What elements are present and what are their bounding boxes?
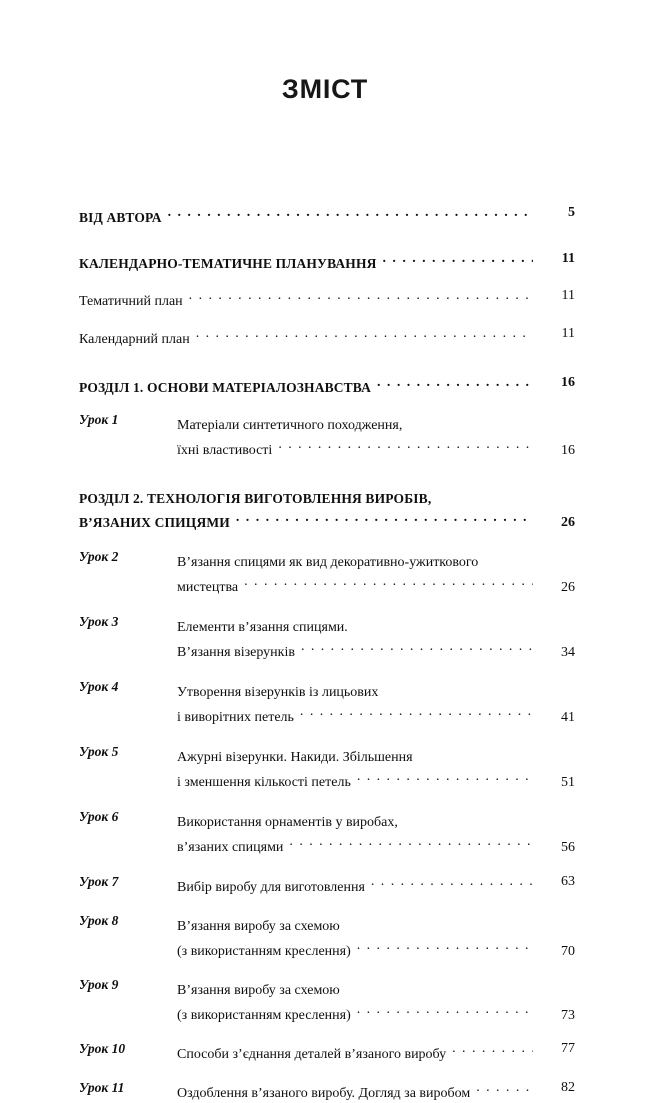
toc-entry-line: [79, 203, 537, 227]
toc-entry-text: [177, 742, 537, 792]
toc-entry[interactable]: [79, 1078, 575, 1103]
toc-entry-text: [177, 1078, 537, 1103]
toc-entry-line: [177, 936, 537, 961]
toc-entry-line-text: і виворітних петель: [177, 710, 294, 725]
dot-leader: [452, 1039, 533, 1058]
toc-entry-line-text: (з використанням креслення): [177, 1008, 351, 1023]
dot-leader: [289, 832, 533, 851]
toc-entry-line: [177, 872, 537, 897]
toc-entry[interactable]: [79, 203, 575, 227]
page-title: ЗМІСТ: [281, 74, 369, 104]
toc-page-number: 51: [561, 775, 575, 790]
toc-page-number: 11: [561, 251, 575, 266]
dot-leader: [278, 435, 533, 454]
dot-leader: [408, 410, 533, 429]
toc-page-number: 34: [561, 645, 575, 660]
toc-entry-text: [177, 911, 537, 961]
toc-page-number: 56: [561, 840, 575, 855]
dot-leader: [357, 936, 533, 955]
toc-entry-text: [177, 1039, 537, 1064]
dot-leader: [383, 249, 533, 268]
spacer: [79, 897, 575, 911]
toc-entry[interactable]: [79, 1039, 575, 1064]
toc-entry-line-text: Оздоблення в’язаного виробу. Догляд за виробом: [177, 1086, 471, 1101]
dot-leader: [437, 484, 533, 503]
toc-entry-text: [177, 547, 537, 597]
toc-entry-line-text: мистецтва: [177, 580, 239, 595]
toc-entry-text: [79, 324, 537, 349]
toc-entry-label: Урок 6: [79, 809, 119, 824]
spacer: [79, 227, 575, 249]
dot-leader: [354, 612, 533, 631]
toc-entry-label: Урок 10: [79, 1041, 126, 1056]
toc-entry-label: Урок 3: [79, 614, 119, 629]
toc-entry-list: [79, 203, 575, 1103]
dot-leader: [236, 508, 533, 527]
toc-page-number: 77: [561, 1041, 575, 1056]
toc-entry-line-text: Календарний план: [79, 332, 190, 347]
spacer: [79, 792, 575, 807]
toc-entry-line: [177, 742, 537, 767]
spacer: [79, 662, 575, 677]
toc-entry-line-text: РОЗДІЛ 1. ОСНОВИ МАТЕРІАЛОЗНАВСТВА: [79, 380, 372, 395]
toc-entry-line: [177, 767, 537, 792]
toc-entry-line: [177, 702, 537, 727]
toc-entry-line: [177, 435, 537, 460]
toc-entry-line: [79, 249, 537, 273]
toc-entry-line-text: Способи з’єднання деталей в’язаного виробу: [177, 1047, 447, 1062]
toc-entry-line-text: Матеріали синтетичного походження,: [177, 418, 403, 433]
toc-entry-text: [79, 249, 537, 273]
toc-entry-line-text: ВІД АВТОРА: [79, 210, 162, 225]
toc-entry[interactable]: [79, 484, 575, 532]
toc-entry-line-text: В’язання візерунків: [177, 645, 295, 660]
toc-entry-line: [177, 832, 537, 857]
toc-entry-text: [79, 373, 537, 397]
toc-entry-label: Урок 9: [79, 977, 119, 992]
toc-entry[interactable]: [79, 547, 575, 597]
toc-entry-text: [79, 484, 537, 532]
toc-entry-line-text: і зменшення кількості петель: [177, 775, 351, 790]
toc-entry-line-text: В’язання виробу за схемою: [177, 919, 340, 934]
toc-entry-line: [79, 324, 537, 349]
toc-entry-label: Урок 7: [79, 874, 119, 889]
dot-leader: [301, 637, 533, 656]
toc-entry-line: [79, 286, 537, 311]
dot-leader: [371, 872, 533, 891]
toc-entry-text: [177, 677, 537, 727]
spacer: [79, 273, 575, 286]
dot-leader: [346, 975, 533, 994]
dot-leader: [484, 547, 533, 566]
dot-leader: [168, 203, 533, 222]
toc-entry-line-text: В’язання виробу за схемою: [177, 983, 340, 998]
spacer: [79, 597, 575, 612]
toc-entry-line-text: В’язання спицями як вид декоративно-ужиткового: [177, 555, 479, 570]
toc-entry-line: [177, 1039, 537, 1064]
toc-page-number: 63: [561, 874, 575, 889]
dot-leader: [357, 1000, 533, 1019]
dot-leader: [476, 1078, 533, 1097]
toc-entry-line: [177, 612, 537, 637]
dot-leader: [189, 286, 533, 305]
toc-entry-line: [177, 410, 537, 435]
toc-entry[interactable]: [79, 872, 575, 897]
toc-entry-text: [177, 807, 537, 857]
toc-entry-text: [177, 612, 537, 662]
toc-entry-label: Урок 5: [79, 744, 119, 759]
toc-page-number: 16: [561, 375, 575, 390]
toc-entry-line-text: Вибір виробу для виготовлення: [177, 880, 365, 895]
toc-entry-line-text: Тематичний план: [79, 294, 183, 309]
toc-entry-label: Урок 4: [79, 679, 119, 694]
toc-page-number: 26: [561, 515, 575, 530]
toc-entry-line-text: В’ЯЗАНИХ СПИЦЯМИ: [79, 515, 230, 530]
toc-entry-line: [79, 484, 537, 508]
toc-entry-line-text: в’язаних спицями: [177, 840, 284, 855]
toc-entry[interactable]: [79, 742, 575, 792]
toc-page-number: 5: [568, 205, 575, 220]
toc-entry-text: [79, 203, 537, 227]
dot-leader: [346, 911, 533, 930]
toc-entry-line-text: КАЛЕНДАРНО-ТЕМАТИЧНЕ ПЛАНУВАННЯ: [79, 256, 377, 271]
toc-entry-line: [177, 1078, 537, 1103]
dot-leader: [404, 807, 533, 826]
toc-entry-line: [177, 637, 537, 662]
toc-entry-line-text: Утворення візерунків із лицьових: [177, 685, 379, 700]
dot-leader: [357, 767, 533, 786]
toc-entry[interactable]: [79, 807, 575, 857]
toc-entry-line: [177, 807, 537, 832]
spacer: [79, 311, 575, 324]
spacer: [79, 349, 575, 373]
toc-entry[interactable]: [79, 286, 575, 311]
toc-entry-line-text: Елементи в’язання спицями.: [177, 620, 348, 635]
dot-leader: [196, 324, 533, 343]
toc-entry-label: Урок 11: [79, 1080, 125, 1095]
toc-entry-line-text: їхні властивості: [177, 443, 273, 458]
spacer: [79, 1025, 575, 1039]
toc-entry-line-text: Використання орнаментів у виробах,: [177, 815, 398, 830]
spacer: [79, 460, 575, 484]
toc-entry-line: [177, 547, 537, 572]
spacer: [79, 532, 575, 547]
dot-leader: [419, 742, 533, 761]
toc-entry-line: [177, 1000, 537, 1025]
spacer: [79, 727, 575, 742]
toc-page-number: 73: [561, 1008, 575, 1023]
toc-entry-text: [79, 286, 537, 311]
toc-page-number: 11: [561, 326, 575, 341]
toc-page-number: 41: [561, 710, 575, 725]
toc-entry[interactable]: [79, 975, 575, 1025]
toc-entry[interactable]: [79, 410, 575, 460]
dot-leader: [244, 572, 533, 591]
toc-page-number: 16: [561, 443, 575, 458]
toc-entry-text: [177, 410, 537, 460]
toc-entry-label: Урок 1: [79, 412, 119, 427]
spacer: [79, 961, 575, 975]
dot-leader: [384, 677, 533, 696]
toc-entry-line: [79, 373, 537, 397]
toc-entry-line-text: Ажурні візерунки. Накиди. Збільшення: [177, 750, 413, 765]
toc-page-number: 26: [561, 580, 575, 595]
toc-page-number: 11: [561, 288, 575, 303]
toc-entry-line: [177, 677, 537, 702]
toc-page-number: 70: [561, 944, 575, 959]
toc-entry-line: [177, 911, 537, 936]
toc-entry-line: [177, 975, 537, 1000]
toc-entry-text: [177, 975, 537, 1025]
toc-entry-label: Урок 8: [79, 913, 119, 928]
dot-leader: [377, 373, 533, 392]
toc-entry[interactable]: [79, 373, 575, 397]
toc-entry-line-text: (з використанням креслення): [177, 944, 351, 959]
toc-entry[interactable]: [79, 612, 575, 662]
toc-entry-label: Урок 2: [79, 549, 119, 564]
toc-entry[interactable]: [79, 677, 575, 727]
toc-entry[interactable]: [79, 911, 575, 961]
spacer: [79, 857, 575, 872]
spacer: [79, 397, 575, 410]
toc-entry[interactable]: [79, 249, 575, 273]
toc-page-number: 82: [561, 1080, 575, 1095]
spacer: [79, 1064, 575, 1078]
toc-entry-line-text: РОЗДІЛ 2. ТЕХНОЛОГІЯ ВИГОТОВЛЕННЯ ВИРОБІВ,: [79, 491, 432, 506]
toc-entry[interactable]: [79, 324, 575, 349]
toc-entry-line: [79, 508, 537, 532]
toc-entry-line: [177, 572, 537, 597]
dot-leader: [300, 702, 533, 721]
toc-entry-text: [177, 872, 537, 897]
